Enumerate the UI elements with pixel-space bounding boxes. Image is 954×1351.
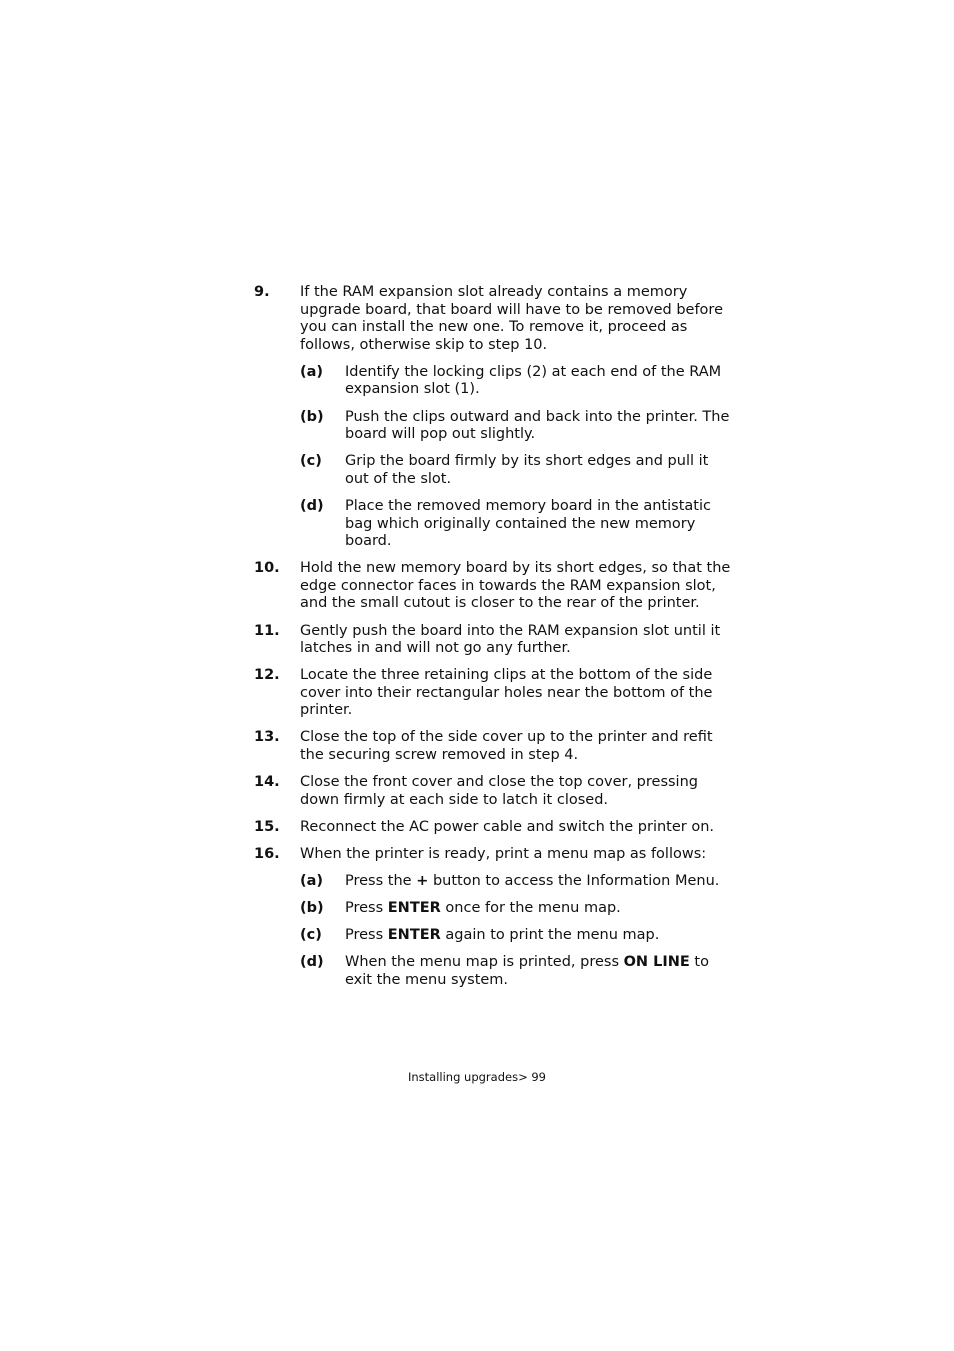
step-text: Hold the new memory board by its short edges, so that the edge connector faces in towards the RAM expansion slot, and the small cutout is closer to the rear of the printer. — [300, 560, 731, 612]
step-body — [300, 846, 734, 990]
substep-letter: (d) — [300, 954, 324, 971]
online-key-label: ON LINE — [623, 954, 690, 971]
substep-16d — [300, 954, 734, 989]
substep-text-post: button to access the Information Menu. — [428, 873, 720, 890]
substep-letter: (b) — [300, 900, 324, 917]
substep-letter: (d) — [300, 497, 324, 514]
substep-9c — [300, 453, 734, 488]
step-number: 10. — [254, 560, 280, 577]
substep-text: Push the clips outward and back into the printer. The board will pop out slightly. — [345, 408, 730, 443]
substep-9a — [300, 364, 734, 399]
step-number: 14. — [254, 774, 280, 791]
substep-text — [345, 954, 734, 989]
substep-text-pre: Press the — [345, 873, 417, 890]
substep-list — [300, 364, 734, 551]
step-10 — [254, 560, 734, 613]
substep-9b — [300, 409, 734, 444]
step-text: Gently push the board into the RAM expansion slot until it latches in and will not go any further. — [300, 622, 721, 657]
step-text: When the printer is ready, print a menu map as follows: — [300, 845, 707, 862]
substep-text — [345, 927, 734, 945]
substep-text-pre: Press — [345, 927, 388, 944]
step-number: 9. — [254, 284, 270, 300]
substep-letter: (c) — [300, 927, 322, 944]
step-body — [300, 284, 734, 551]
substep-9d — [300, 498, 734, 551]
step-number: 11. — [254, 622, 280, 639]
substep-text-pre: Press — [345, 900, 388, 917]
substep-text: Identify the locking clips (2) at each end of the RAM expansion slot (1). — [345, 363, 722, 398]
substep-text — [345, 873, 734, 891]
step-12 — [254, 667, 734, 720]
substep-16b — [300, 900, 734, 918]
substep-text-pre: When the menu map is printed, press — [345, 954, 624, 971]
substep-16a — [300, 873, 734, 891]
step-text: If the RAM expansion slot already contains a memory upgrade board, that board will have to be removed before you can install the new one. To remove it, proceed as follows, otherwise skip to step 10. — [300, 284, 723, 353]
step-9 — [254, 284, 734, 551]
step-text: Reconnect the AC power cable and switch the printer on. — [300, 818, 715, 835]
step-number: 13. — [254, 729, 280, 746]
substep-letter: (b) — [300, 408, 324, 425]
substep-text-post: once for the menu map. — [440, 900, 621, 917]
substep-letter: (a) — [300, 363, 324, 380]
substep-letter: (c) — [300, 453, 322, 470]
step-number: 12. — [254, 667, 280, 684]
page-footer: Installing upgrades> 99 — [407, 1070, 546, 1084]
step-11 — [254, 623, 734, 658]
plus-key-label: + — [416, 873, 429, 890]
instruction-list — [254, 284, 734, 999]
substep-letter: (a) — [300, 873, 324, 890]
substep-16c — [300, 927, 734, 945]
step-16 — [254, 846, 734, 990]
step-text: Close the top of the side cover up to the printer and refit the securing screw removed in step 4. — [300, 729, 713, 764]
step-13 — [254, 729, 734, 764]
substep-text-post: to exit the menu system. — [345, 954, 709, 988]
substep-text: Place the removed memory board in the antistatic bag which originally contained the new memory board. — [345, 497, 711, 550]
substep-list — [300, 873, 734, 989]
step-text: Locate the three retaining clips at the bottom of the side cover into their rectangular holes near the bottom of the printer. — [300, 667, 713, 719]
substep-text-post: again to print the menu map. — [440, 927, 660, 944]
enter-key-label: ENTER — [387, 900, 441, 917]
enter-key-label: ENTER — [387, 927, 441, 944]
step-number: 15. — [254, 818, 280, 835]
substep-text — [345, 900, 734, 918]
substep-text: Grip the board firmly by its short edges and pull it out of the slot. — [345, 453, 709, 487]
step-text: Close the front cover and close the top cover, pressing down firmly at each side to latch it closed. — [300, 774, 698, 808]
step-15 — [254, 819, 734, 837]
step-14 — [254, 774, 734, 809]
step-number: 16. — [254, 845, 280, 862]
